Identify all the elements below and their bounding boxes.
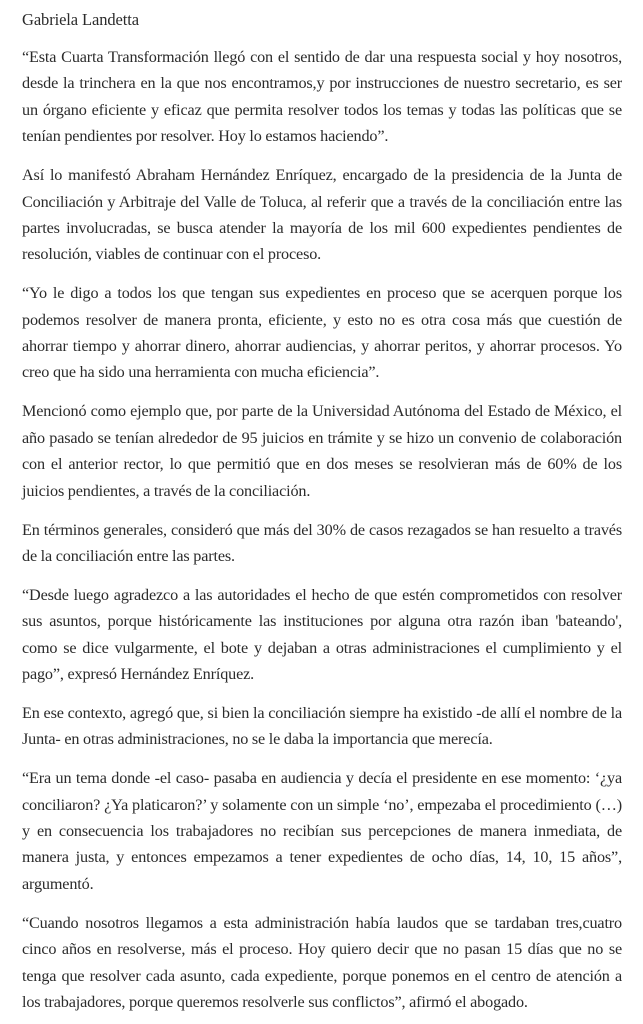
author-byline: Gabriela Landetta (22, 10, 139, 29)
article-paragraph: “Desde luego agradezco a las autoridades el hecho de que estén comprometidos con resolver sus asuntos, porque históricamente las instituciones por alguna otra razón iban 'bateando', como se dice vulgarmente, el bote y dejaban a otras administraciones el cumplimiento y el pago”, expresó Hernández Enríquez. (22, 585, 622, 684)
article-paragraph: “Cuando nosotros llegamos a esta administración había laudos que se tardaban tres,cuatro cinco años en resolverse, más el proceso. Hoy quiero decir que no pasan 15 días que no se tenga que resolver cada asunto, cada expediente, porque ponemos en el centro de atención a los trabajadores, porque queremos resolverle sus conflictos”, afirmó el abogado. (22, 913, 622, 1011)
article-paragraph: “Yo le digo a todos los que tengan sus expedientes en proceso que se acerquen porque los podemos resolver de manera pronta, eficiente, y esto no es otra cosa más que cuestión de ahorrar tiempo y ahorrar dinero, ahorrar audiencias, y ahorrar peritos, y ahorrar procesos. Yo creo que ha sido una herramienta con mucha eficiencia”. (22, 284, 622, 382)
article-paragraph: Así lo manifestó Abraham Hernández Enríquez, encargado de la presidencia de la Junta de Conciliación y Arbitraje del Valle de Toluca, al referir que a través de la conciliación entre las partes involucradas, se busca atender la mayoría de los mil 600 expedientes pendientes de resolución, viables de continuar con el proceso. (22, 166, 622, 264)
article-paragraph: Mencionó como ejemplo que, por parte de la Universidad Autónoma del Estado de México, el año pasado se tenían alrededor de 95 juicios en trámite y se hizo un convenio de colaboración con el anterior rector, lo que permitió que en dos meses se resolvieran más de 60% de los juicios pendientes, a través de la conciliación. (22, 402, 622, 500)
article-paragraph: En ese contexto, agregó que, si bien la conciliación siempre ha existido -de allí el nombre de la Junta- en otras administraciones, no se le daba la importancia que merecía. (22, 703, 622, 749)
article-paragraph: En términos generales, consideró que más del 30% de casos rezagados se han resuelto a través de la conciliación entre las partes. (22, 520, 622, 565)
article-paragraph: “Era un tema donde -el caso- pasaba en audiencia y decía el presidente en ese momento: ‘¿ya conciliaron? ¿Ya platicaron?’ y solamente con un simple ‘no’, empezaba el procedimiento (…) y en consecuencia los trabajadores no recibían sus percepciones de manera inmediata, de manera justa, y entonces empezamos a tener expedientes de ocho días, 14, 10, 15 años”, argumentó. (22, 769, 622, 893)
article-paragraph: “Esta Cuarta Transformación llegó con el sentido de dar una respuesta social y hoy nosotros, desde la trinchera en la que nos encontramos,y por instrucciones de nuestro secretario, es ser un órgano eficiente y eficaz que permita resolver todos los temas y todas las políticas que se tenían pendientes por resolver. Hoy lo estamos haciendo”. (22, 48, 622, 146)
